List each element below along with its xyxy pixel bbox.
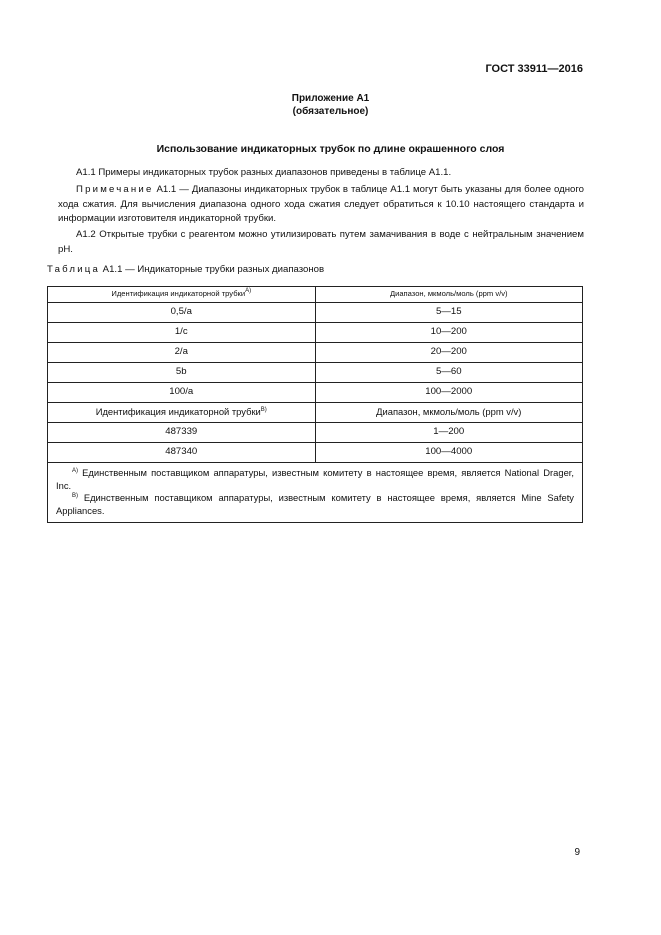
header-cell-id: Идентификация индикаторной трубки$^{A)}$ [48,287,316,303]
table-row [48,383,583,403]
table-row [48,303,583,323]
header-cell-range: Диапазон, мкмоль/моль (ppm v/v) [315,287,583,303]
table-footnotes-row [48,463,583,523]
table-row [48,443,583,463]
appendix-label: Приложение А1 [291,93,370,104]
table-row [48,423,583,443]
footnote-b: $^{B)}$ Единственным поставщиком аппаратуры, известным комитету в настоящее время, является Mine Safety Appliances. [56,492,574,516]
cell-id: 1/c [48,323,316,343]
subheader-cell-range: Диапазон, мкмоль/моль (ppm v/v) [315,403,583,423]
standard-number: ГОСТ 33911—2016 [485,63,583,75]
paragraph-a1-1: А1.1 Примеры индикаторных трубок разных диапазонов приведены в таблице А1.1. [76,167,452,178]
table-caption-label: Таблица [47,264,101,275]
paragraph-a1-2: А1.2 Открытые трубки с реагентом можно утилизировать путем замачивания в воде с нейтральным значением pH. [58,229,584,255]
cell-range: 5—60 [315,363,583,383]
table-row [48,323,583,343]
page-title: Использование индикаторных трубок по длине окрашенного слоя [156,143,505,155]
footnote-mark: B) [260,407,267,414]
table-footnotes [48,463,583,523]
appendix-status: (обязательное) [292,106,369,117]
table-caption [47,264,324,277]
table-row [48,343,583,363]
footnote-a: $^{A)}$ Единственным поставщиком аппаратуры, известным комитету в настоящее время, является National Drager, Inc. [56,467,574,491]
cell-id: 487339 [48,423,316,443]
cell-id: 487340 [48,443,316,463]
cell-range: 10—200 [315,323,583,343]
appendix-heading [0,92,661,118]
cell-id: 2/a [48,343,316,363]
note-label: Примечание [76,184,154,195]
cell-id: 0,5/a [48,303,316,323]
cell-range: 20—200 [315,343,583,363]
page-number: 9 [574,847,580,858]
table-subheader-row [48,403,583,423]
footnote-mark: A) [72,468,78,474]
cell-id: 5b [48,363,316,383]
cell-range: 100—2000 [315,383,583,403]
footnote-mark: B) [72,493,78,499]
indicator-tubes-table [47,286,583,523]
cell-id: 100/a [48,383,316,403]
table-caption-text: А1.1 — Индикаторные трубки разных диапазонов [100,264,325,275]
cell-range: 1—200 [315,423,583,443]
table-header-row [48,287,583,303]
cell-range: 5—15 [315,303,583,323]
footnote-mark: A) [245,288,252,295]
table-row [48,363,583,383]
note-paragraph [58,183,584,227]
note-text: А1.1 — Диапазоны индикаторных трубок в таблице А1.1 могут быть указаны для более одного хода сжатия. Для вычисления диапазона одного хода сжатия следует обратиться к 10.10 настоящего стандарта и информации изготовителя индикаторной трубки. [58,184,584,225]
cell-range: 100—4000 [315,443,583,463]
subheader-cell-id: Идентификация индикаторной трубки$^{B)}$ [48,403,316,423]
